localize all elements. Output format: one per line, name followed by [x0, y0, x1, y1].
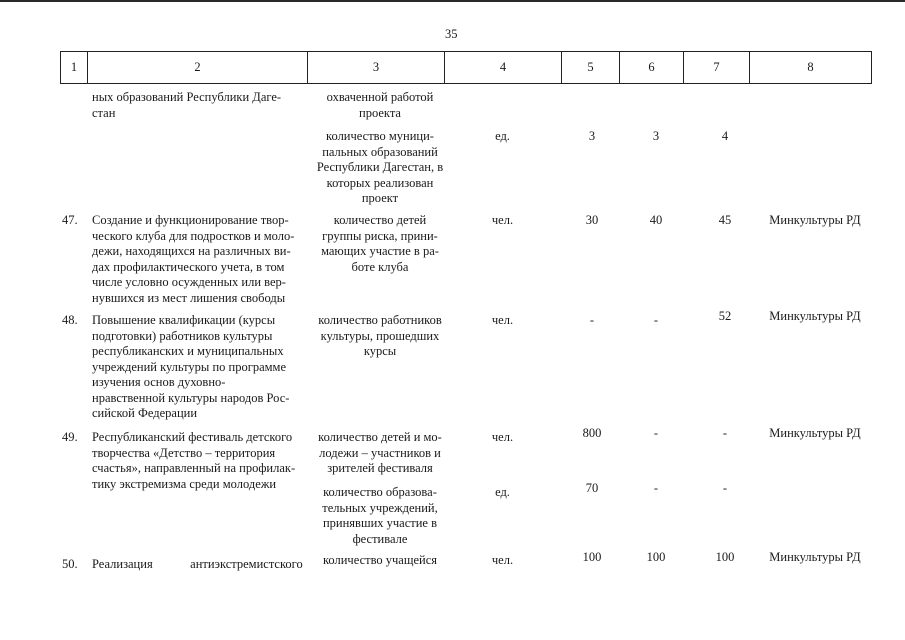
header-col-4: 4	[445, 52, 562, 83]
cont-unit: ед.	[495, 129, 510, 143]
text-line: мающих участие в ра-	[321, 244, 439, 258]
text-line: боте клуба	[351, 259, 409, 274]
row-47-value-7: 45	[718, 213, 732, 227]
text-line: которых реализован	[326, 175, 434, 190]
text-line: проекта	[359, 105, 401, 120]
text-line: числе условно осужденных или вер-	[92, 275, 286, 289]
row-48-value-7: 52	[718, 309, 732, 323]
row-48-executor: Минкультуры РД	[769, 309, 861, 323]
row-49-value-5b: 70	[585, 481, 599, 495]
row-47-activity	[92, 213, 305, 306]
text-line: зрителей фестиваля	[327, 461, 433, 475]
text-line: нувшихся из мест лишения свободы	[92, 290, 286, 305]
row-49-indicator-a	[311, 430, 449, 477]
row-48-value-6: -	[653, 313, 659, 327]
text-line: сийской Федерации	[92, 406, 198, 420]
text-line: количество образова-	[323, 485, 437, 499]
header-col-3: 3	[308, 52, 445, 83]
header-col-8: 8	[807, 59, 814, 74]
text-line: фестивале	[352, 531, 408, 546]
text-line: принявших участие в	[322, 516, 438, 530]
text-line: лодежи – участников и	[319, 445, 441, 460]
text-line: счастья», направленный на профилак-	[92, 461, 296, 475]
text-line: творчества «Детство – территория	[92, 445, 276, 460]
row-48-activity	[92, 313, 305, 422]
row-50-unit: чел.	[491, 553, 514, 567]
row-47-indicator	[311, 213, 449, 275]
header-col-5: 5	[562, 52, 620, 83]
row-47-value-6: 40	[649, 213, 663, 227]
row-48-number: 48.	[62, 313, 78, 327]
page-number: 35	[445, 27, 458, 41]
text-line: проект	[361, 191, 399, 205]
text-line: количество муници-	[326, 129, 434, 143]
text-line: количество учащейся	[322, 553, 438, 567]
text-line: Создание и функционирование твор-	[92, 213, 289, 227]
text-line: учреждений культуры по программе	[92, 359, 287, 374]
text-line: культуры, прошедших	[320, 328, 440, 343]
row-49-value-7a: -	[722, 426, 728, 440]
cont-value-6: 3	[652, 129, 660, 143]
header-col-7: 7	[684, 52, 750, 83]
row-49-value-7b: -	[722, 481, 728, 495]
cont-indicator-a	[311, 90, 449, 121]
cont-value-7: 4	[721, 129, 729, 143]
text-line: количество детей	[333, 213, 427, 227]
row-50-number: 50.	[62, 557, 78, 571]
text-line: дежи, находящихся на различных ви-	[92, 244, 291, 258]
row-49-value-5a: 800	[582, 426, 602, 440]
header-col-1: 1	[61, 52, 88, 83]
row-49-indicator-b	[311, 485, 449, 547]
scan-edge	[0, 0, 905, 2]
text-line: ных образований Республики Даге-	[92, 90, 282, 104]
row-49-unit-b: ед.	[495, 485, 510, 499]
row-49-executor: Минкультуры РД	[769, 426, 861, 440]
row-48-unit: чел.	[491, 313, 514, 327]
text-line: охваченной работой	[326, 90, 434, 104]
row-47-number: 47.	[62, 213, 78, 227]
text-line: Реализация антиэкстремистского	[92, 557, 303, 571]
cont-value-5: 3	[588, 129, 596, 143]
text-line: пальных образований	[322, 144, 438, 159]
text-line: курсы	[363, 344, 397, 358]
row-49-unit-a: чел.	[491, 430, 514, 444]
text-line: Республиканский фестиваль детского	[92, 430, 293, 444]
text-line: подготовки) работников культуры	[92, 328, 273, 343]
text-line: стан	[92, 105, 116, 120]
text-line: тельных учреждений,	[322, 500, 438, 515]
text-line: тику экстремизма среди молодежи	[92, 476, 277, 491]
text-line: изучения основ духовно-	[92, 375, 226, 389]
text-line: республиканских и муниципальных	[92, 344, 284, 358]
text-line: группы риска, прини-	[322, 228, 438, 243]
row-49-value-6b: -	[653, 481, 659, 495]
row-49-value-6a: -	[653, 426, 659, 440]
row-50-value-5: 100	[582, 550, 602, 564]
cont-activity	[92, 90, 305, 121]
text-line: Повышение квалификации (курсы	[92, 313, 276, 327]
row-50-executor: Минкультуры РД	[769, 550, 861, 564]
row-50-indicator	[311, 553, 449, 569]
row-49-number: 49.	[62, 430, 78, 444]
text-line: ческого клуба для подростков и моло-	[92, 228, 295, 243]
row-50-value-7: 100	[715, 550, 735, 564]
row-48-indicator	[311, 313, 449, 360]
row-50-activity	[92, 557, 305, 573]
text-line: Республики Дагестан, в	[316, 160, 444, 174]
row-47-unit: чел.	[491, 213, 514, 227]
text-line: количество работников	[318, 313, 442, 327]
row-48-value-5: -	[589, 313, 595, 327]
row-49-activity	[92, 430, 305, 492]
row-50-value-6: 100	[646, 550, 666, 564]
table-header-row	[60, 51, 872, 84]
cont-indicator-b	[311, 129, 449, 207]
row-47-executor: Минкультуры РД	[769, 213, 861, 227]
text-line: нравственной культуры народов Рос-	[92, 390, 290, 405]
text-line: количество детей и мо-	[318, 430, 442, 444]
header-col-2: 2	[88, 52, 308, 83]
row-47-value-5: 30	[585, 213, 599, 227]
text-line: дах профилактического учета, в том	[92, 259, 285, 274]
header-col-6: 6	[620, 52, 684, 83]
